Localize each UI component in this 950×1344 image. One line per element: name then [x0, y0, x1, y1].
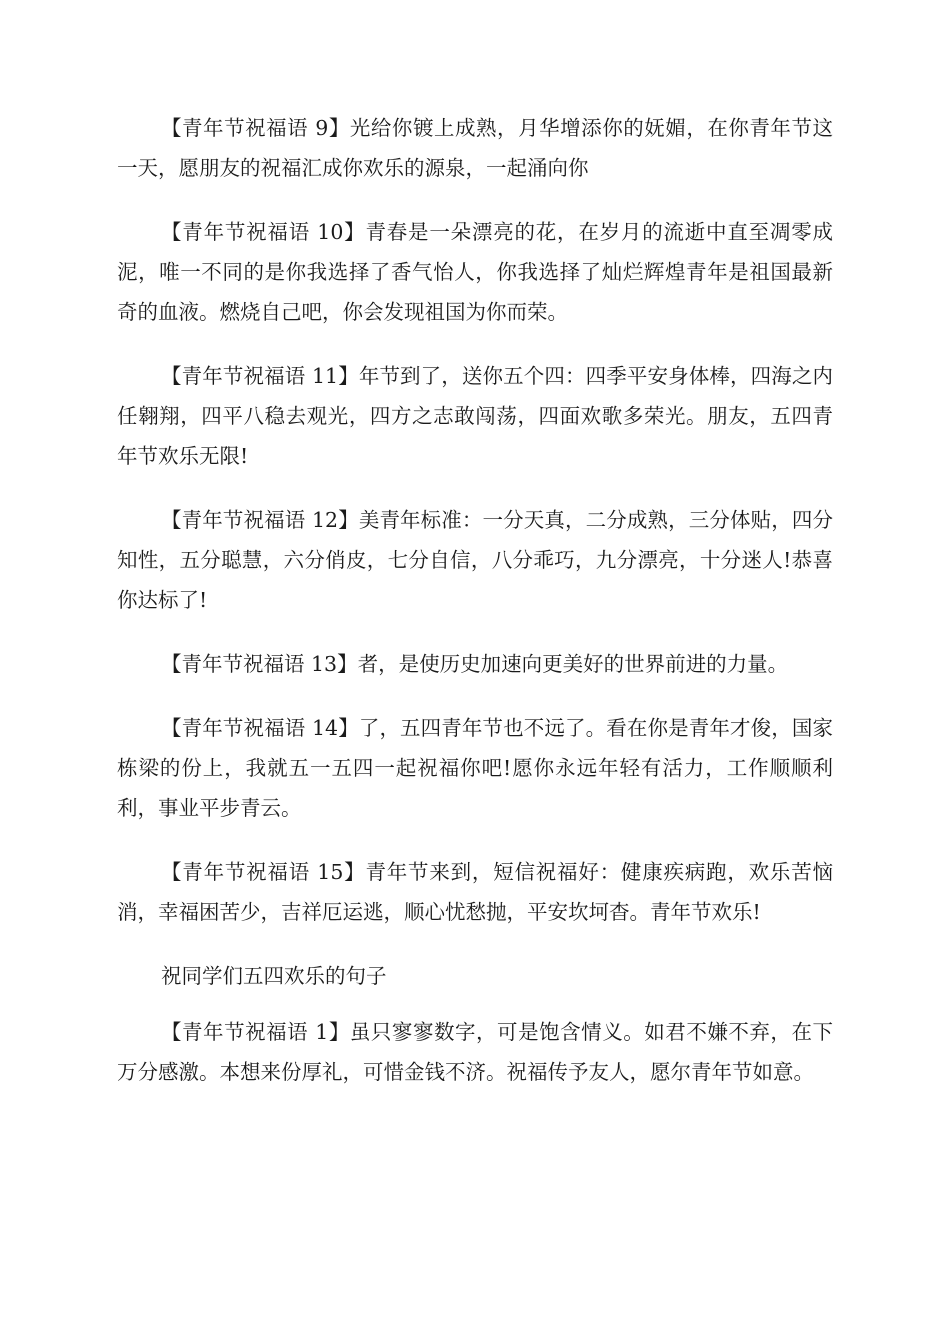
paragraph-blessing-10: 【青年节祝福语 10】青春是一朵漂亮的花，在岁月的流逝中直至凋零成泥，唯一不同的是你我选择了香气怡人，你我选择了灿烂辉煌青年是祖国最新奇的血液。燃烧自己吧，你会发现祖国为你而荣。 — [117, 220, 833, 324]
document-body — [117, 108, 833, 1116]
paragraph-blessing-9: 【青年节祝福语 9】光给你镀上成熟，月华增添你的妩媚，在你青年节这一天，愿朋友的祝福汇成你欢乐的源泉，一起涌向你 — [117, 116, 833, 180]
paragraph-blessing-11: 【青年节祝福语 11】年节到了，送你五个四：四季平安身体棒，四海之内任翱翔，四平八稳去观光，四方之志敢闯荡，四面欢歌多荣光。朋友，五四青年节欢乐无限! — [117, 364, 833, 468]
paragraph-blessing-15: 【青年节祝福语 15】青年节来到，短信祝福好：健康疾病跑，欢乐苦恼消，幸福困苦少，吉祥厄运逃，顺心忧愁抛，平安坎坷杳。青年节欢乐! — [117, 860, 833, 924]
paragraph-blessing-1: 【青年节祝福语 1】虽只寥寥数字，可是饱含情义。如君不嫌不弃，在下万分感激。本想来份厚礼，可惜金钱不济。祝福传予友人，愿尔青年节如意。 — [117, 1020, 833, 1084]
paragraph-blessing-14: 【青年节祝福语 14】了，五四青年节也不远了。看在你是青年才俊，国家栋梁的份上，我就五一五四一起祝福你吧!愿你永远年轻有活力，工作顺顺利利，事业平步青云。 — [117, 716, 833, 820]
paragraph-blessing-13: 【青年节祝福语 13】者，是使历史加速向更美好的世界前进的力量。 — [161, 652, 789, 676]
paragraph-blessing-12: 【青年节祝福语 12】美青年标准：一分天真，二分成熟，三分体贴，四分知性，五分聪慧，六分俏皮，七分自信，八分乖巧，九分漂亮，十分迷人!恭喜你达标了! — [117, 508, 833, 612]
section-heading: 祝同学们五四欢乐的句子 — [161, 964, 387, 988]
